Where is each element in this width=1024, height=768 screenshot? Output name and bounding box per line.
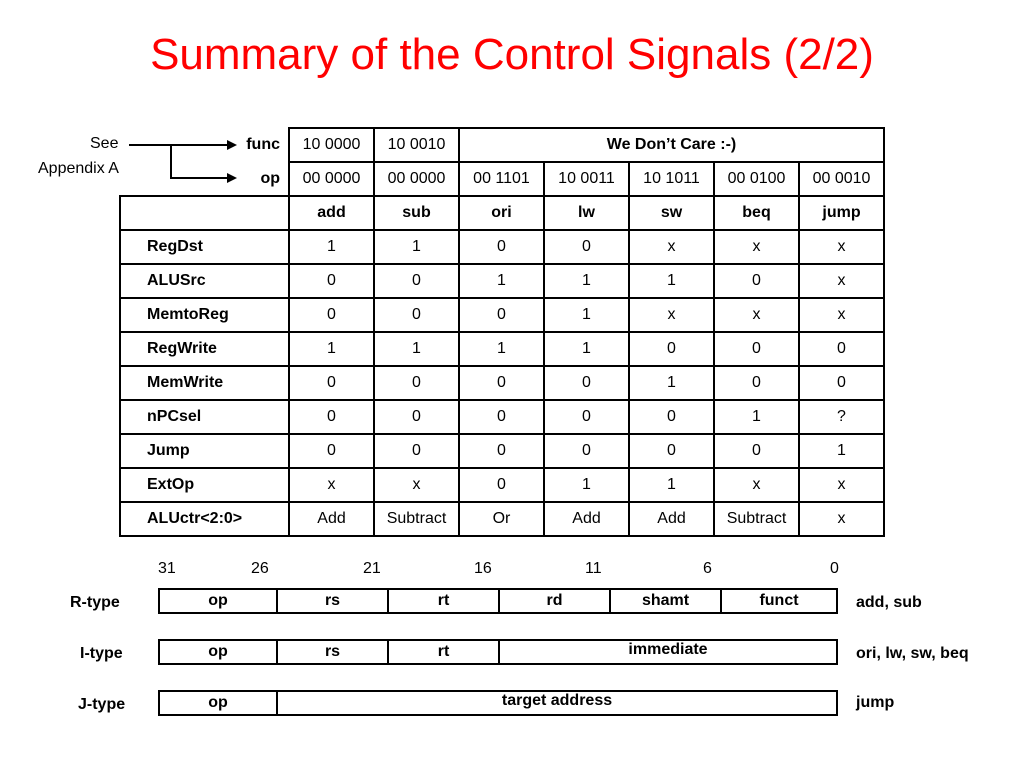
signal-row bbox=[120, 366, 884, 400]
instr-header: sw bbox=[629, 196, 714, 230]
signal-value: 0 bbox=[374, 264, 459, 298]
instr-header: jump bbox=[799, 196, 884, 230]
signal-value: 0 bbox=[289, 434, 374, 468]
signal-value: 0 bbox=[374, 400, 459, 434]
signal-name: RegWrite bbox=[120, 332, 289, 366]
signal-value: 1 bbox=[629, 366, 714, 400]
op-label: op bbox=[260, 169, 280, 187]
bit-position: 26 bbox=[251, 560, 269, 577]
signal-value: 0 bbox=[629, 434, 714, 468]
op-cell: 00 0000 bbox=[289, 162, 374, 196]
signal-row bbox=[120, 298, 884, 332]
signal-value: 0 bbox=[714, 366, 799, 400]
signal-value: x bbox=[799, 264, 884, 298]
signal-value: 0 bbox=[629, 400, 714, 434]
j-type-label: J-type bbox=[78, 696, 126, 713]
r-type-format bbox=[158, 588, 838, 614]
field-op: op bbox=[160, 641, 278, 663]
signal-value: 0 bbox=[799, 332, 884, 366]
signal-value: 1 bbox=[544, 332, 629, 366]
signal-name: ExtOp bbox=[120, 468, 289, 502]
field-op: op bbox=[160, 692, 278, 714]
bit-position: 11 bbox=[585, 560, 602, 577]
signal-value: 0 bbox=[374, 434, 459, 468]
signal-value: 1 bbox=[374, 332, 459, 366]
op-cell: 00 1101 bbox=[459, 162, 544, 196]
j-type-uses: jump bbox=[856, 694, 895, 711]
signal-value: 0 bbox=[544, 230, 629, 264]
signal-value: 1 bbox=[544, 468, 629, 502]
op-cell: 00 0100 bbox=[714, 162, 799, 196]
signal-value: x bbox=[799, 502, 884, 536]
instruction-header-row bbox=[120, 196, 884, 230]
note-see: See bbox=[90, 135, 119, 152]
field-funct: funct bbox=[759, 592, 799, 609]
signal-value: 1 bbox=[544, 264, 629, 298]
signal-value: 0 bbox=[459, 434, 544, 468]
signal-value: 1 bbox=[289, 332, 374, 366]
func-dont-care: We Don’t Care :-) bbox=[459, 128, 884, 162]
field-rt: rt bbox=[389, 590, 500, 612]
signal-value: x bbox=[289, 468, 374, 502]
field-rd: rd bbox=[500, 590, 611, 612]
signal-value: 0 bbox=[714, 264, 799, 298]
signal-value: 1 bbox=[629, 264, 714, 298]
signal-name: MemWrite bbox=[120, 366, 289, 400]
signal-value: 1 bbox=[629, 468, 714, 502]
signal-row bbox=[120, 264, 884, 298]
corner-cell bbox=[120, 196, 289, 230]
signal-row bbox=[120, 434, 884, 468]
signal-value: Add bbox=[629, 502, 714, 536]
i-type-uses: ori, lw, sw, beq bbox=[856, 645, 969, 662]
signal-name: MemtoReg bbox=[120, 298, 289, 332]
func-row bbox=[120, 128, 884, 162]
field-shamt: shamt bbox=[611, 590, 722, 612]
bit-position: 21 bbox=[363, 560, 381, 577]
signal-value: 1 bbox=[799, 434, 884, 468]
instr-header: add bbox=[289, 196, 374, 230]
instr-header: ori bbox=[459, 196, 544, 230]
signal-value: 0 bbox=[289, 366, 374, 400]
signal-value: x bbox=[799, 468, 884, 502]
i-type-format bbox=[158, 639, 838, 665]
signal-value: ? bbox=[799, 400, 884, 434]
func-label: func bbox=[246, 136, 280, 153]
i-type-label: I-type bbox=[80, 645, 123, 662]
signal-value: x bbox=[629, 230, 714, 264]
signal-name: ALUSrc bbox=[120, 264, 289, 298]
field-target-address: target address bbox=[501, 692, 613, 709]
slide-title: Summary of the Control Signals (2/2) bbox=[150, 30, 874, 79]
field-rs: rs bbox=[278, 641, 389, 663]
signal-row bbox=[120, 468, 884, 502]
signal-value: 0 bbox=[459, 400, 544, 434]
op-cell: 00 0000 bbox=[374, 162, 459, 196]
bit-position: 6 bbox=[703, 560, 712, 577]
j-type-format bbox=[158, 690, 838, 716]
bit-position: 0 bbox=[830, 560, 839, 577]
signal-value: 0 bbox=[459, 468, 544, 502]
signal-value: 0 bbox=[544, 366, 629, 400]
signal-value: 0 bbox=[459, 298, 544, 332]
signal-value: x bbox=[374, 468, 459, 502]
r-type-label: R-type bbox=[70, 594, 120, 611]
signal-value: 0 bbox=[459, 230, 544, 264]
signal-value: Add bbox=[289, 502, 374, 536]
signal-value: 0 bbox=[289, 400, 374, 434]
signal-value: 0 bbox=[459, 366, 544, 400]
signal-value: 1 bbox=[459, 264, 544, 298]
signal-row bbox=[120, 230, 884, 264]
signal-value: 1 bbox=[544, 298, 629, 332]
instr-header: beq bbox=[714, 196, 799, 230]
signal-value: Subtract bbox=[374, 502, 459, 536]
signal-value: x bbox=[799, 230, 884, 264]
bit-position: 16 bbox=[474, 560, 492, 577]
signal-value: 0 bbox=[289, 264, 374, 298]
func-cell: 10 0000 bbox=[289, 128, 374, 162]
control-signals-table bbox=[119, 127, 885, 537]
signal-value: 1 bbox=[289, 230, 374, 264]
op-row bbox=[120, 162, 884, 196]
instr-header: sub bbox=[374, 196, 459, 230]
instr-header: lw bbox=[544, 196, 629, 230]
signal-value: 1 bbox=[459, 332, 544, 366]
signal-value: 0 bbox=[544, 400, 629, 434]
signal-value: 1 bbox=[374, 230, 459, 264]
signal-value: x bbox=[799, 298, 884, 332]
signal-value: 0 bbox=[544, 434, 629, 468]
signal-value: x bbox=[714, 230, 799, 264]
signal-value: 0 bbox=[714, 434, 799, 468]
signal-value: 0 bbox=[629, 332, 714, 366]
signal-value: x bbox=[714, 298, 799, 332]
signal-value: 0 bbox=[289, 298, 374, 332]
r-type-uses: add, sub bbox=[856, 594, 922, 611]
func-cell: 10 0010 bbox=[374, 128, 459, 162]
signal-value: 0 bbox=[374, 366, 459, 400]
signal-value: 1 bbox=[714, 400, 799, 434]
op-cell: 10 0011 bbox=[544, 162, 629, 196]
signal-name: nPCsel bbox=[120, 400, 289, 434]
signal-value: x bbox=[629, 298, 714, 332]
field-rs: rs bbox=[278, 590, 389, 612]
op-cell: 00 0010 bbox=[799, 162, 884, 196]
signal-value: x bbox=[714, 468, 799, 502]
note-appendix: Appendix A bbox=[38, 160, 119, 177]
signal-value: Add bbox=[544, 502, 629, 536]
signal-rows bbox=[120, 230, 884, 536]
field-rt: rt bbox=[389, 641, 500, 663]
signal-name: RegDst bbox=[120, 230, 289, 264]
signal-value: Subtract bbox=[714, 502, 799, 536]
field-immediate: immediate bbox=[628, 641, 708, 658]
signal-row bbox=[120, 400, 884, 434]
signal-name: ALUctr<2:0> bbox=[120, 502, 289, 536]
signal-value: 0 bbox=[374, 298, 459, 332]
signal-value: Or bbox=[459, 502, 544, 536]
signal-value: 0 bbox=[714, 332, 799, 366]
signal-row bbox=[120, 332, 884, 366]
signal-row bbox=[120, 502, 884, 536]
bit-position: 31 bbox=[158, 560, 176, 577]
signal-name: Jump bbox=[120, 434, 289, 468]
signal-value: 0 bbox=[799, 366, 884, 400]
op-cell: 10 1011 bbox=[629, 162, 714, 196]
field-op: op bbox=[160, 590, 278, 612]
